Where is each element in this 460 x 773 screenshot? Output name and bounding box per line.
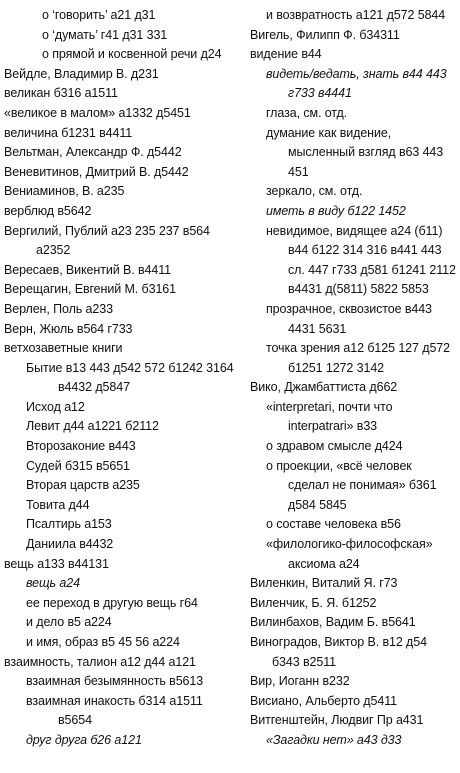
index-entry: взаимная инакость б314 а1511 в5654 [26,693,203,728]
index-entry: «великое в малом» а1332 д5451 [4,105,191,120]
index-entry: о составе человека в56 [266,517,401,532]
index-entry: прозрачное, сквозистое в443 4431 5631 [266,301,432,336]
index-entry: Верн, Жюль в564 г733 [4,321,133,336]
index-entry: Левит д44 а1221 б2112 [26,419,159,434]
index-entry: Висиано, Альберто д5411 [250,693,397,708]
index-entry: Виленчик, Б. Я. б1252 [250,595,377,610]
index-entry: Вениаминов, В. а235 [4,184,125,199]
index-entry: Виленкин, Виталий Я. г73 [250,576,398,591]
index-entry: иметь в виду б122 1452 [266,203,406,218]
index-entry: вещь а24 [26,576,80,591]
index-entry: Даниила в4432 [26,537,114,552]
index-column-left [4,6,240,751]
index-entry: Товита д44 [26,497,90,512]
index-entry: и дело в5 а224 [26,615,112,630]
index-entry: думание как видение, мысленный взгляд в63 443 451 [266,125,444,179]
index-entry: Вергилий, Публий а23 235 237 в564 а2352 [4,223,210,258]
index-entry: «филологико-философская» аксиома а24 [266,537,433,571]
index-entry: взаимная безымянность в5613 [26,674,204,689]
index-entry: великан б316 а1511 [4,86,118,101]
index-column-right [250,6,456,751]
index-entry: о проекции, «всё человек сделал не понимая» б361 д584 5845 [266,458,437,512]
index-entry: о здравом смысле д424 [266,439,403,454]
index-entry: вещь а133 в44131 [4,556,109,571]
index-entry: видеть/ведать, знать в44 443 г733 в4441 [266,66,447,101]
index-entry: Второзаконие в443 [26,439,136,454]
index-entry: Вир, Иоганн в232 [250,674,350,689]
index-entry: глаза, см. отд. [266,105,348,120]
index-entry: верблюд в5642 [4,203,92,218]
index-entry: Вико, Джамбаттиста д662 [250,380,398,395]
index-entry: «Загадки нет» а43 д33 [266,732,402,747]
index-entry: и имя, образ в5 45 56 а224 [26,635,180,649]
index-entry: друг друга б26 а121 [26,732,142,747]
index-entry: видение в44 [250,47,322,62]
index-entry: точка зрения а12 б125 127 д572 б1251 1272 3142 [266,341,450,375]
index-entry: Псалтирь а153 [26,517,112,532]
index-entry: Вельтман, Александр Ф. д5442 [4,145,182,160]
index-entry: Веневитинов, Дмитрий В. д5442 [4,164,189,179]
index-entry: ветхозаветные книги [4,341,123,356]
index-entry: Виноградов, Виктор В. в12 д54 б343 в2511 [250,635,427,669]
index-entry: Судей б315 в5651 [26,458,130,473]
index-entry: Верлен, Поль а233 [4,301,113,316]
index-entry: Вилинбахов, Вадим Б. в5641 [250,615,416,630]
index-entry: взаимность, талион а12 д44 а121 [4,654,196,669]
index-entry: Бытие в13 443 д542 572 б1242 3164 в4432 д5847 [26,360,234,395]
index-entry: Вигель, Филипп Ф. б34311 [250,27,400,42]
index-entry: ее переход в другую вещь г64 [26,595,198,610]
index-entry: Вересаев, Викентий В. в4411 [4,262,171,277]
index-entry: Верещагин, Евгений М. б3161 [4,282,177,297]
index-entry: Исход а12 [26,399,85,414]
index-entry: о ‘говорить’ а21 д31 [42,8,156,22]
index-entry: «interpretari, почти что interpatrari» в33 [266,399,393,434]
index-entry: о ‘думать’ г41 д31 331 [42,27,168,42]
index-entry: и возвратность а121 д572 5844 [266,8,446,22]
index-entry: о прямой и косвенной речи д24 [42,47,222,62]
index-entry: зеркало, см. отд. [266,184,363,199]
index-entry: Вторая царств а235 [26,478,140,493]
index-entry: Вейдле, Владимир В. д231 [4,66,159,81]
index-entry: невидимое, видящее а24 (б11) в44 б122 314 316 в441 443 сл. 447 г733 д581 б1241 2112 в4431 д(5811) 5822 5853 [266,223,456,297]
index-entry: Витгенштейн, Людвиг Пр а431 [250,713,424,728]
index-entry: величина б1231 в4411 [4,125,133,140]
